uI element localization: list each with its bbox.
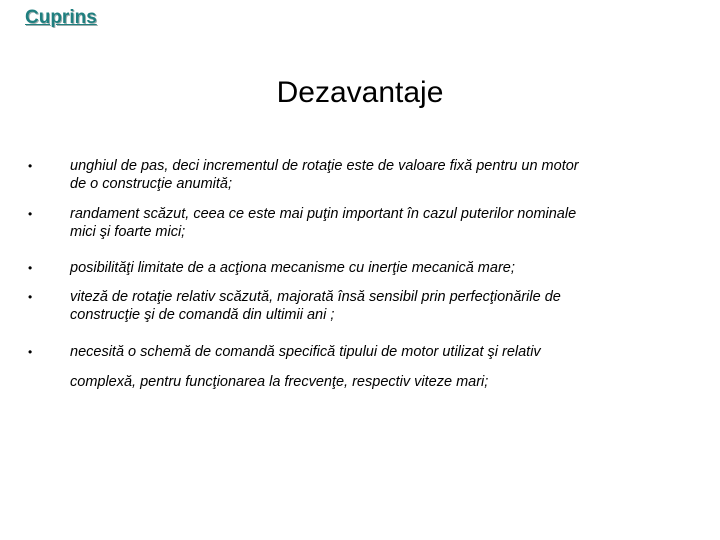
bullet-icon: •	[28, 290, 33, 304]
bullet-line: necesită o schemă de comandă specifică tipului de motor utilizat şi relativ	[70, 344, 541, 360]
bullet-line: de o construcţie anumită;	[70, 176, 233, 192]
bullet-line: complexă, pentru funcţionarea la frecvenţe, respectiv viteze mari;	[70, 374, 489, 390]
bullet-line: construcţie şi de comandă din ultimii ani ;	[70, 307, 335, 323]
bullet-icon: •	[28, 345, 33, 359]
slide-title-text: Dezavantaje	[276, 76, 444, 109]
bullet-line: randament scăzut, ceea ce este mai puţin important în cazul puterilor nominale	[70, 206, 577, 222]
bullet-icon: •	[28, 261, 33, 275]
bullet-line: posibilităţi limitate de a acţiona mecanisme cu inerţie mecanică mare;	[70, 260, 515, 276]
bullet-text	[70, 288, 680, 324]
bullet-icon: •	[28, 207, 33, 221]
bullet-line: viteză de rotaţie relativ scăzută, majorată însă sensibil prin perfecţionările de	[70, 289, 561, 305]
bullet-text	[70, 205, 680, 241]
bullet-text	[70, 343, 680, 391]
bullet-line: mici şi foarte mici;	[70, 224, 186, 240]
bullet-line: unghiul de pas, deci incrementul de rotaţie este de valoare fixă pentru un motor	[70, 158, 579, 174]
bullet-icon: •	[28, 159, 33, 173]
bullet-text	[70, 259, 680, 277]
cuprins-link[interactable]: Cuprins	[25, 7, 97, 28]
bullet-text	[70, 157, 680, 193]
